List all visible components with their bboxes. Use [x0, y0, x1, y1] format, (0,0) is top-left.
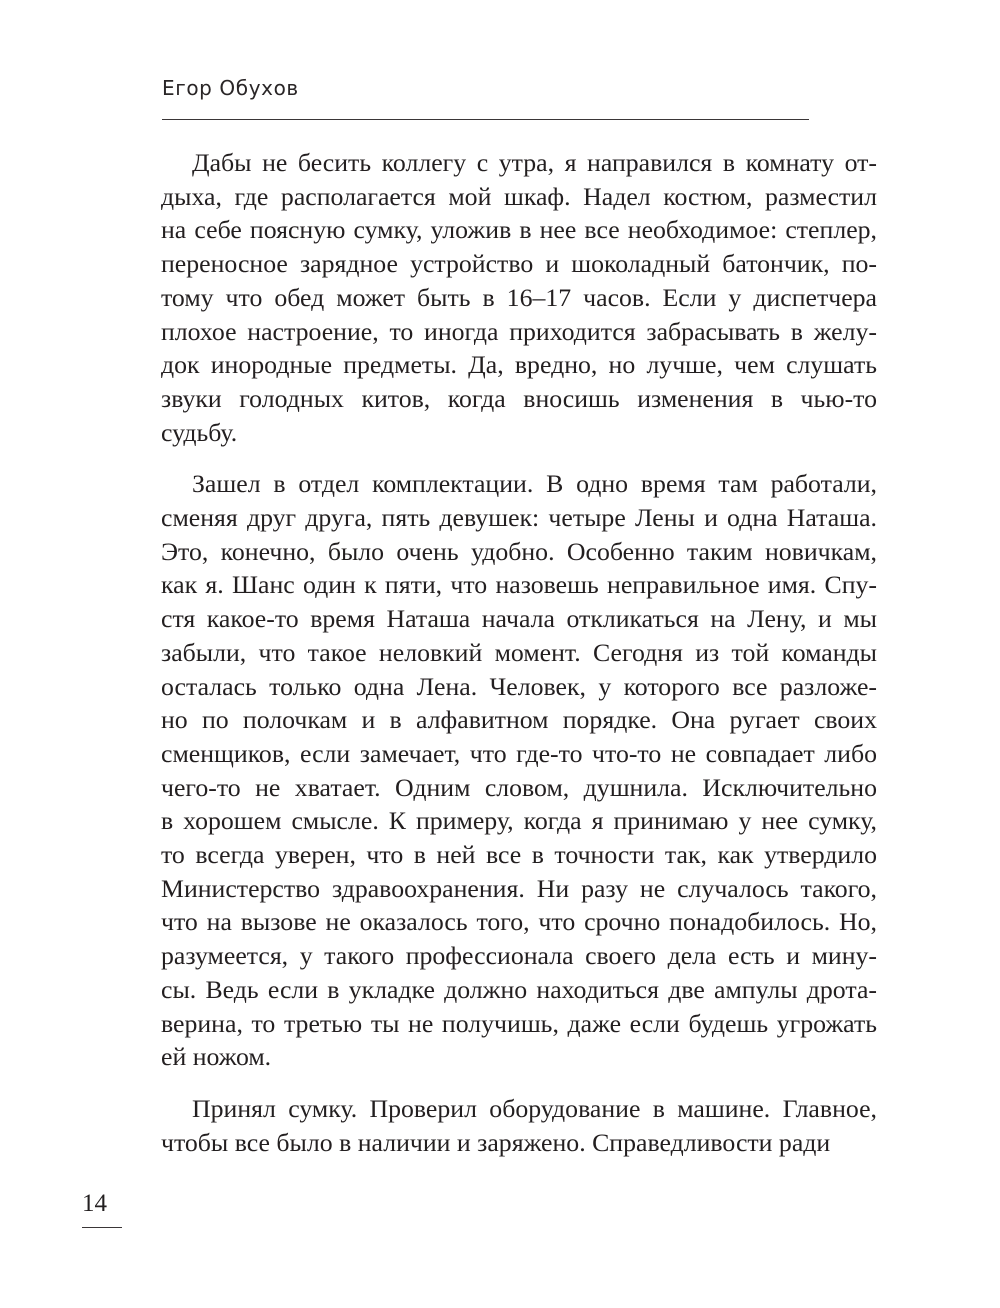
- text-line: забыли, что такое неловкий момент. Сегодня из той команды: [161, 637, 877, 667]
- text-line: сменщиков, если замечает, что где-то что-то не совпадает либо: [161, 738, 877, 768]
- text-line: сы. Ведь если в укладке должно находиться две ампулы дрота-: [161, 974, 877, 1004]
- page-number-rule: [82, 1227, 122, 1228]
- text-line: звуки голодных китов, когда вносишь изменения в чью-то: [161, 383, 877, 413]
- text-line: Зашел в отдел комплектации. В одно время там работали,: [192, 469, 877, 499]
- text-line: что на вызове не оказалось того, что срочно понадобилось. Но,: [161, 907, 877, 937]
- text-line: Дабы не бесить коллегу с утра, я направился в комнату от-: [192, 148, 877, 177]
- text-line: но по полочкам и в алфавитном порядке. Она ругает своих: [161, 705, 877, 735]
- running-head-author: Егор Обухов: [162, 76, 299, 100]
- text-line: разумеется, у такого профессионала своего дела есть и мину-: [161, 941, 877, 971]
- text-line: судьбу.: [161, 417, 238, 447]
- text-line: Это, конечно, было очень удобно. Особенно таким новичкам,: [161, 536, 877, 566]
- text-line: в хорошем смысле. К примеру, когда я принимаю у нее сумку,: [161, 806, 877, 836]
- text-line: чтобы все было в наличии и заряжено. Справедливости ради: [161, 1127, 831, 1157]
- text-line: дыха, где располагается мой шкаф. Надел костюм, разместил: [161, 181, 877, 211]
- text-line: тому что обед может быть в 16–17 часов. Если у диспетчера: [161, 282, 877, 312]
- text-line: верина, то третью ты не получишь, даже если будешь угрожать: [161, 1008, 877, 1038]
- text-line: на себе поясную сумку, уложив в нее все необходимое: степлер,: [161, 215, 877, 245]
- text-line: док инородные предметы. Да, вредно, но лучше, чем слушать: [161, 350, 877, 380]
- text-line: как я. Шанс один к пяти, что назовешь неправильное имя. Спу-: [161, 570, 877, 600]
- text-line: переносное зарядное устройство и шоколадный батончик, по-: [161, 249, 877, 279]
- text-line: то всегда уверен, что в ней все в точности так, как утвердило: [161, 840, 877, 870]
- text-line: сменяя друг друга, пять девушек: четыре Лены и одна Наташа.: [161, 503, 877, 533]
- text-line: плохое настроение, то иногда приходится забрасывать в желу-: [161, 316, 877, 346]
- text-line: осталась только одна Лена. Человек, у которого все разложе-: [161, 671, 877, 701]
- text-line: чего-то не хватает. Одним словом, душнила. Исключительно: [161, 772, 877, 802]
- paragraph: [161, 1092, 877, 1159]
- body-text: [161, 146, 877, 1177]
- paragraph: [161, 146, 877, 449]
- text-line: Принял сумку. Проверил оборудование в машине. Главное,: [192, 1093, 877, 1123]
- text-line: стя какое-то время Наташа начала откликаться на Лену, и мы: [161, 604, 877, 634]
- text-line: ей ножом.: [161, 1042, 272, 1072]
- text-line: Министерство здравоохранения. Ни разу не случалось такого,: [161, 873, 877, 903]
- paragraph: [161, 467, 877, 1074]
- page-number: 14: [82, 1190, 107, 1217]
- header-divider: [162, 119, 809, 120]
